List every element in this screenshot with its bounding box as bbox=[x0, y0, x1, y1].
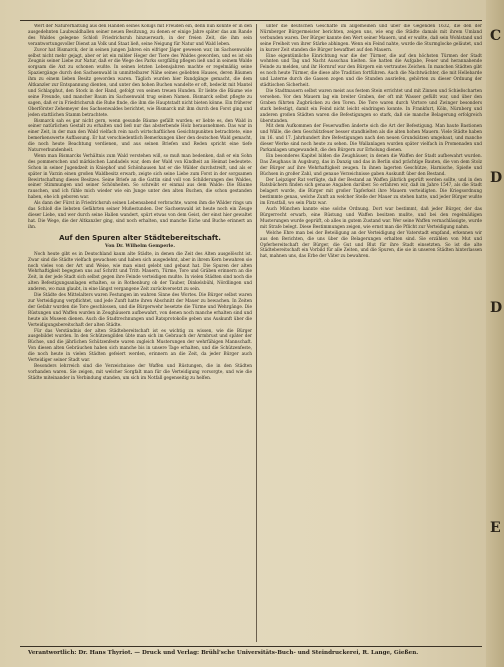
paragraph: Als dann der Fürst in Friedrichsruh seinen Lebensabend verbrachte, waren ihm die Wälder rings um das Schloß die liebsten Gefährten seiner Mußestunden. Der Sachsenwald ist heute noch ein Zeuge dieser Liebe, und wer durch seine Hallen wandert, spürt etwas von dem Geist, der einst hier gewaltet hat. Die Wege, die der Altkanzler ging, sind noch erhalten, und manche Eiche und Buche erinnert an ihn. bbox=[28, 201, 252, 230]
article-author: Von Dr. Wilhelm Gemperle. bbox=[105, 243, 175, 249]
paragraph: Der Leipziger Rat verfügte, daß der Bestand an Waffen jährlich geprüft werden sollte, und in den Ratsbüchern finden sich genaue Angaben darüber. So erfahren wir, daß im Jahre 1547, als die Stadt belagert wurde, die Bürger mit großer Tapferkeit ihre Mauern verteidigten. Die Kriegsordnung bestimmte genau, welche Zunft an welcher Stelle der Mauer zu stehen hatte, und jeder Bürger wußte im Ernstfall, wo sein Platz war. bbox=[260, 177, 482, 207]
footer-rule bbox=[20, 646, 482, 647]
top-rule bbox=[20, 20, 482, 21]
paragraph: Welche Ehre man bei der Beteiligung an der Verteidigung der Vaterstadt empfand, erkennen wir aus den Berichten, die uns über die Belagerungen erhalten sind. Sie erzählen von Mut und Opferbereitschaft der Bürger, die Gut und Blut für ihre Stadt einsetzten. So ist die alte Städtebereitschaft ein Vorbild für alle Zeiten, und die Spuren, die sie in unseren Städten hinterlassen hat, mahnen uns, das Erbe der Väter zu bewahren. bbox=[260, 230, 482, 260]
edge-letter: C bbox=[490, 28, 502, 44]
paragraph: Ein besonderes Kapitel bilden die Zeughäuser, in denen die Waffen der Stadt aufbewahrt wurden. Das Zeughaus in Augsburg, das in Danzig und das in Berlin sind prächtige Bauten, die von dem Stolz der Bürger auf ihre Wehrhaftigkeit zeugen. In ihnen lagerten Geschütze, Harnische, Spieße und Büchsen in großer Zahl, und genaue Verzeichnisse gaben Auskunft über den Bestand. bbox=[260, 153, 482, 177]
paragraph: Mit dem Aufkommen der Feuerwaffen änderte sich die Art der Befestigung. Man baute Bastionen und Wälle, die dem Geschützfeuer besser standhielten als die alten hohen Mauern. Viele Städte haben im 16. und 17. Jahrhundert ihre Befestigungen nach den neuen Grundsätzen umgebaut, und manche dieser Werke sind noch heute zu sehen. Die Wallanlagen wurden später vielfach in Promenaden und Parkanlagen umgewandelt, die den Bürgern zur Erholung dienen. bbox=[260, 124, 482, 154]
paragraph: Für das Verständnis der alten Städtebereitschaft ist es wichtig zu wissen, wie die Bürger ausgebildet wurden. In den Schützengilden übte man sich im Gebrauch der Armbrust und später der Büchse, und die jährlichen Schützenfeste waren zugleich Musterungen der wehrfähigen Mannschaft. Von diesen alten Gebräuchen haben sich manche bis in unsere Tage erhalten, und die Schützenfeste, die noch heute in vielen Städten gefeiert werden, erinnern an die Zeit, da jeder Bürger auch Verteidiger seiner Stadt war. bbox=[28, 328, 252, 364]
edge-letter: D bbox=[490, 300, 503, 316]
left-column bbox=[28, 24, 252, 642]
column-separator bbox=[256, 24, 257, 642]
paragraph: Zuvor hat Bismarck, der in seinen jungen Jahren ein eifriger Jäger gewesen war, im Sachsenwalde selbst nicht mehr gejagt, aber er ist ein milder Heger der Tiere des Waldes geworden, und es ist ein Zeugnis seiner Liebe zur Natur, daß er die Wege des Parks sorgfältig pflegen ließ und in seinem Walde sorgsam die Axt zu schonen wußte. In seinen letzten Lebensjahren machte er regelmäßig seine Spaziergänge durch den Sachsenwald in unmittelbarer Nähe seines geliebten Hauses, deren Bäumen ihm zu einem lieben Besitz geworden waren. Täglich wurden hier Rundgänge gemacht, die dem Altkanzler zur Entspannung dienten, und unter den hohen Buchen wandelte er oft, bedeckt mit Mantel und Schlapphut, den Stock in der Hand, gefolgt von seinen treuen Hunden. Er liebte die Bäume wie seine Freunde, und mancher Baum im Sachsenwald trug seinen Namen. Bismarck selbst pflegte zu sagen, daß er in Friedrichsruh die Ruhe finde, die ihm die Hauptstadt nicht bieten könne. Ein früherer Oberförster Zehemeyer des Sachsenwaldes berichtet, wie Bismarck mit ihm durch den Forst ging und jeden stattlichen Stamm betrachtete. bbox=[28, 47, 252, 118]
paragraph: Bismarck sah es gar nicht gern, wenn gesunde Bäume gefällt wurden; er liebte es, den Wald in seiner natürlichen Gestalt zu erhalten und ließ nur das absterbende Holz herausnehmen. Das war in einer Zeit, in der man den Wald vielfach rein nach wirtschaftlichen Gesichtspunkten betrachtete, eine bemerkenswerte Auffassung. Er hat verschiedentlich Bemerkungen über den deutschen Wald gemacht, die noch heute Beachtung verdienen, und aus seinen Briefen und Reden spricht eine tiefe Naturverbundenheit. bbox=[28, 118, 252, 154]
paragraph: Wert der Naturerhaltung aus den Händen seines Königs mit Freuden ein, denn nun konnte er in den ausgedehnten Laubwaldhallen seiner neuen Besitzung, zu denen er einige Jahre später das am Rande des Waldes gelegene Schloß Friedrichsruh hinzuerwarb, in der freien Zeit, die ihm sein verantwortungsvoller Dienst an Volk und Staat ließ, seine Neigung für Natur und Wald leben. bbox=[28, 24, 252, 47]
right-column bbox=[260, 24, 482, 642]
imprint-footer: Verantwortlich: Dr. Hans Thyriot. — Druck und Verlag: Brühl'sche Universitäts-Buch- und Steindruckerei, R. Lange, Gießen. bbox=[28, 650, 419, 656]
paragraph: Die Städte des Mittelalters waren Festungen im wahren Sinne des Wortes. Die Bürger selbst waren zur Verteidigung verpflichtet, und jede Zunft hatte ihren Abschnitt der Mauer zu bewachen. In Zeiten der Gefahr wurden die Tore geschlossen, und die Bürgerwehr besetzte die Türme und Wehrgänge. Die Rüstungen und Waffen wurden in Zeughäusern aufbewahrt, von denen noch manche erhalten sind und heute als Museen dienen. Auch die Stadtrechnungen und Ratsprotokolle geben uns Auskunft über die Verteidigungsbereitschaft der alten Städte. bbox=[28, 293, 252, 328]
edge-letter: E bbox=[490, 520, 501, 536]
edge-letter: D bbox=[490, 170, 503, 186]
paragraph: unter die deutschen Geschäfte im allgemeinen und über die Gegenden 1632, die den der Nürnberger Bürgermeister berichten, zeigen uns, wie eng die Städte damals mit ihrem Umland verbunden waren. Der Bürger kannte den Wert seiner Mauern, und er wußte, daß sein Wohlstand und seine Freiheit von ihrer Stärke abhingen. Wenn ein Feind nahte, wurde die Sturmglocke geläutet, und in kurzer Zeit standen die Bürger bewaffnet auf den Mauern. bbox=[260, 24, 482, 53]
paragraph: Wenn man Bismarcks Verhältnis zum Wald verstehen will, so muß man bedenken, daß er ein Sohn des pommerschen und märkischen Landadels war, dem der Wald von Kindheit an Heimat bedeutete. Schon in seiner Jugendzeit in Kniephof und Schönhausen hat er die Wälder durchstreift, und als er später in Varzin einen großen Waldbesitz erwarb, zeigte sich seine Liebe zum Forst in der sorgsamen Bewirtschaftung dieses Besitzes. Seine Briefe an die Gattin sind voll von Schilderungen des Waldes, seiner Stimmungen und seiner Schönheiten. So schreibt er einmal aus dem Walde: Die Bäume rauschen, und ich fühle mich wieder wie ein Junge unter den alten Buchen, die schon gestanden haben, ehe ich geboren war. bbox=[28, 153, 252, 201]
adjacent-page-edge bbox=[486, 0, 504, 667]
paragraph: Noch heute gibt es in Deutschland kaum alte Städte, in denen die Zeit des Alten ausgelöscht ist. Zwar sind die Städte vielfach gewachsen und haben sich ausgedehnt, aber in ihrem Kern bewahren sie noch vieles von der Art und Weise, wie man einst gelebt und gebaut hat. Die Spuren der alten Wehrhaftigkeit begegnen uns auf Schritt und Tritt: Mauern, Türme, Tore und Gräben erinnern an die Zeit, in der jede Stadt sich selbst gegen ihre Feinde verteidigen mußte. In vielen Städten sind noch die alten Befestigungsanlagen erhalten, so in Rothenburg ob der Tauber, Dinkelsbühl, Nördlingen und anderen, wo man glaubt, in eine längst vergangene Zeit zurückversetzt zu sein. bbox=[28, 251, 252, 293]
paragraph: Auch München kannte eine solche Ordnung. Dort war bestimmt, daß jeder Bürger, der das Bürgerrecht erwarb, eine Rüstung und Waffen besitzen mußte, und bei den regelmäßigen Musterungen wurde geprüft, ob alles in gutem Zustand war. Wer seine Waffen vernachlässigte, wurde mit Strafe belegt. Diese Bestimmungen zeigen, wie ernst man die Pflicht zur Verteidigung nahm. bbox=[260, 207, 482, 230]
paragraph: Die Stadtmauern selbst waren meist aus festem Stein errichtet und mit Zinnen und Schießscharten versehen. Vor den Mauern lag ein breiter Graben, der oft mit Wasser gefüllt war, und über den Graben führten Zugbrücken zu den Toren. Die Tore waren durch Vortore und Zwinger besonders stark befestigt, damit ein Feind nicht leicht eindringen konnte. In Frankfurt, Köln, Nürnberg und anderen großen Städten waren die Befestigungen so stark, daß sie manche Belagerung erfolgreich überstanden. bbox=[260, 88, 482, 124]
paragraph: Eine eigentümliche Einrichtung war die der Türmer, die auf den höchsten Türmen der Stadt wohnten und Tag und Nacht Ausschau hielten. Sie hatten die Aufgabe, Feuer und herannahende Feinde zu melden, und ihr Hornruf war den Bürgern ein vertrautes Zeichen. In manchen Städten gibt es noch heute Türmer, die diese alte Tradition fortführen. Auch die Nachtwächter, die mit Hellebarde und Laterne durch die Gassen zogen und die Stunden ausriefen, gehörten zu dieser Ordnung der städtischen Sicherheit. bbox=[260, 53, 482, 89]
article-title: Auf den Spuren alter Städtebereitschaft. bbox=[59, 233, 221, 242]
paragraph: Besonders lehrreich sind die Verzeichnisse der Waffen und Rüstungen, die in den Städten vorhanden waren. Sie zeigen, mit welcher Sorgfalt man für die Verteidigung vorsorgte, und wie die Städte miteinander in Verbindung standen, um sich im Notfall gegenseitig zu helfen. bbox=[28, 363, 252, 381]
